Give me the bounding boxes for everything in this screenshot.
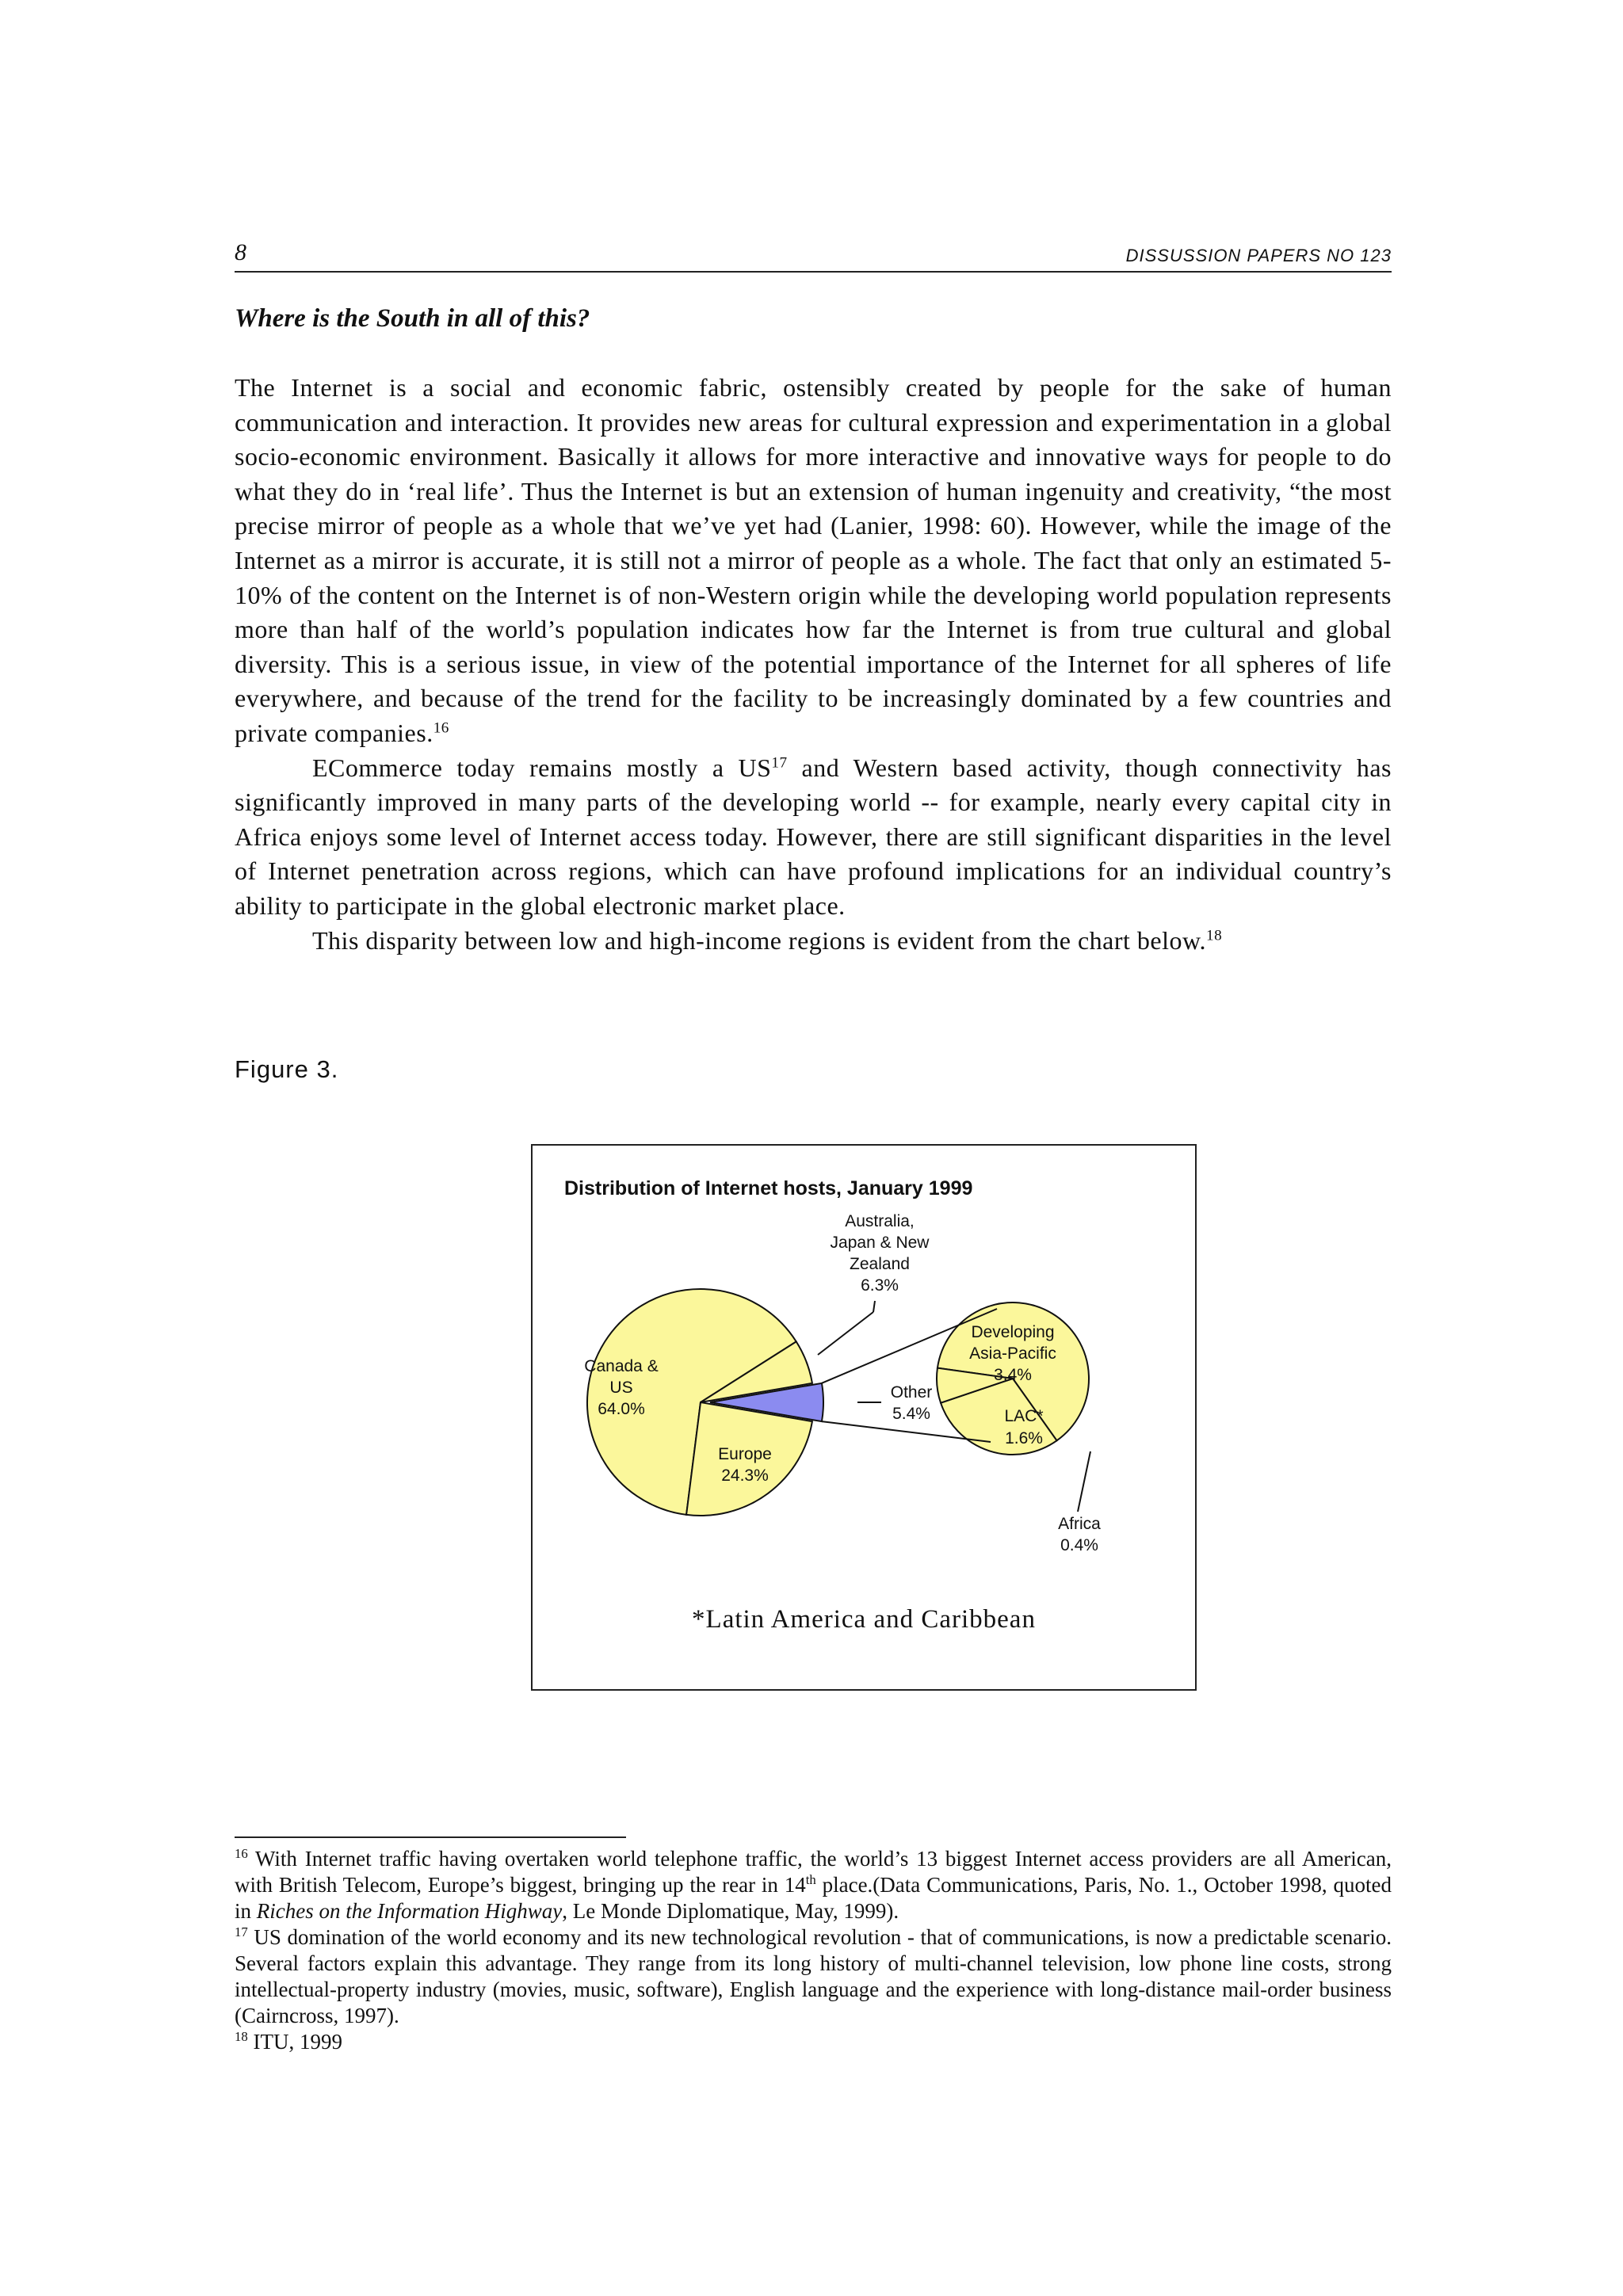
paragraph-1 bbox=[235, 371, 1392, 751]
footnote-16-title: Riches on the Information Highway bbox=[256, 1899, 563, 1923]
paragraph-3 bbox=[235, 924, 1392, 959]
leader-australia-tick bbox=[873, 1301, 875, 1312]
footnote-ref-18[interactable]: 18 bbox=[1206, 926, 1223, 944]
footnote-18-text: ITU, 1999 bbox=[253, 2030, 342, 2054]
label-australia-japan-nz: Australia, Japan & New Zealand 6.3% bbox=[830, 1212, 930, 1295]
running-head: DISSUSSION PAPERS NO 123 bbox=[1125, 246, 1392, 265]
ordinal-suffix: th bbox=[805, 1872, 816, 1887]
chart-title: Distribution of Internet hosts, January 1999 bbox=[564, 1177, 973, 1199]
footnote-16-text-b: place.(Data Communications, Paris, No. 1., October 1998, quoted in bbox=[235, 1873, 1392, 1923]
paragraph-2-text-a: ECommerce today remains mostly a US bbox=[312, 753, 772, 782]
footnote-ref-17[interactable]: 17 bbox=[771, 753, 788, 771]
footnote-18 bbox=[235, 2029, 1392, 2055]
leader-australia bbox=[818, 1312, 873, 1355]
label-other: Other 5.4% bbox=[890, 1383, 933, 1423]
label-lac: LAC* 1.6% bbox=[1004, 1407, 1044, 1447]
footnote-16-text-a: With Internet traffic having overtaken world telephone traffic, the world’s 13 biggest Internet access providers are all American, with British Telecom, Europe’s biggest, bringing up the rear in 14 bbox=[235, 1847, 1392, 1897]
footnotes bbox=[235, 1846, 1392, 2055]
label-developing-asia-pacific: Developing Asia-Pacific 3.4% bbox=[969, 1323, 1056, 1384]
figure-3-chart bbox=[531, 1144, 1197, 1691]
footnote-17 bbox=[235, 1924, 1392, 2029]
figure-caption: *Latin America and Caribbean bbox=[692, 1605, 1036, 1634]
section-title: Where is the South in all of this? bbox=[235, 304, 590, 333]
page-number: 8 bbox=[235, 239, 246, 265]
page-header bbox=[235, 239, 1392, 273]
paragraph-2 bbox=[235, 751, 1392, 924]
footnote-16-text-c: , Le Monde Diplomatique, May, 1999). bbox=[562, 1899, 899, 1923]
footnote-number: 17 bbox=[235, 1924, 248, 1939]
body-text bbox=[235, 371, 1392, 958]
paragraph-1-text: The Internet is a social and economic fabric, ostensibly created by people for the sake of human communication and interaction. It provides new areas for cultural expression and experimentation in a global socio-economic environment. Basically it allows for more interactive and innovative ways for people to do what they do in ‘real life’. Thus the Internet is but an extension of human ingenuity and creativity, “the most precise mirror of people as a whole that we’ve yet had (Lanier, 1998: 60). However, while the image of the Internet as a mirror is accurate, it is still not a mirror of people as a whole. The fact that only an estimated 5-10% of the content on the Internet is of non-Western origin while the developing world population represents more than half of the world’s population indicates how far the Internet is from true cultural and global diversity. This is a serious issue, in view of the potential importance of the Internet for all spheres of life everywhere, and because of the trend for the facility to be increasingly dominated by a few countries and private companies. bbox=[235, 373, 1392, 747]
label-canada-us: Canada & US 64.0% bbox=[584, 1357, 659, 1418]
paragraph-3-text: This disparity between low and high-income regions is evident from the chart below. bbox=[312, 925, 1207, 955]
label-africa: Africa 0.4% bbox=[1058, 1515, 1101, 1554]
footnote-ref-16[interactable]: 16 bbox=[433, 719, 449, 737]
figure-label: Figure 3. bbox=[235, 1055, 339, 1083]
label-europe: Europe 24.3% bbox=[718, 1445, 772, 1485]
footnote-number: 18 bbox=[235, 2029, 248, 2044]
footnote-number: 16 bbox=[235, 1846, 248, 1861]
footnote-rule bbox=[235, 1836, 626, 1838]
pie-chart-svg bbox=[533, 1146, 1195, 1589]
footnote-16 bbox=[235, 1846, 1392, 1924]
footnote-17-text: US domination of the world economy and its new technological revolution - that of communications, is now a predictable scenario. Several factors explain this advantage. They range from its long history of multi-channel television, low phone line costs, strong intellectual-property industry (movies, music, software), English language and the experience with long-distance mail-order business (Cairncross, 1997). bbox=[235, 1925, 1392, 2027]
leader-africa bbox=[1078, 1451, 1090, 1512]
paragraph-2-text-b: and Western based activity, though connectivity has significantly improved in many parts of the developing world -- for example, nearly every capital city in Africa enjoys some level of Internet access today. However, there are still significant disparities in the level of Internet penetration across regions, which can have profound implications for an individual country’s ability to participate in the global electronic market place. bbox=[235, 753, 1392, 920]
